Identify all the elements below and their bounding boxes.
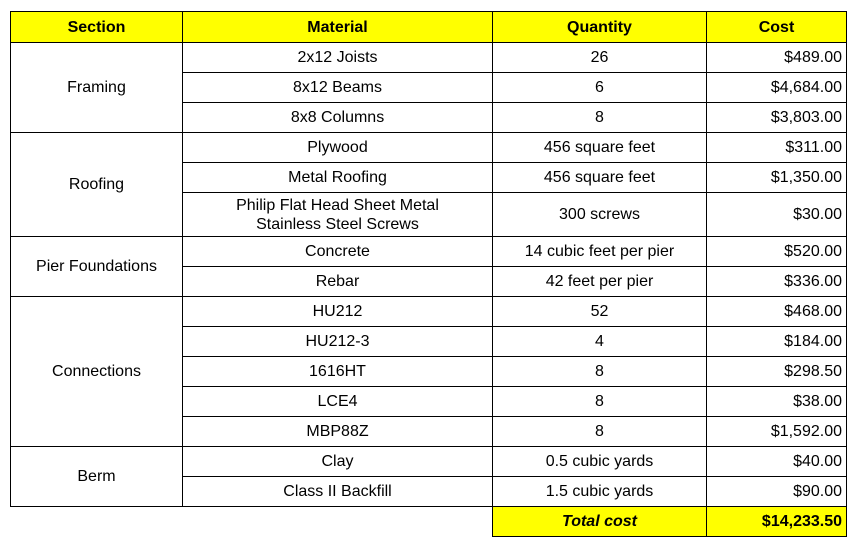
quantity-cell: 8 xyxy=(493,357,707,387)
blank-cell xyxy=(11,507,183,537)
cost-cell: $3,803.00 xyxy=(707,103,847,133)
material-cell: HU212 xyxy=(183,297,493,327)
quantity-cell: 456 square feet xyxy=(493,163,707,193)
blank-cell xyxy=(183,507,493,537)
material-cell: Rebar xyxy=(183,267,493,297)
cost-cell: $298.50 xyxy=(707,357,847,387)
cost-cell: $520.00 xyxy=(707,237,847,267)
material-cell: HU212-3 xyxy=(183,327,493,357)
material-cell: Metal Roofing xyxy=(183,163,493,193)
material-cell: MBP88Z xyxy=(183,417,493,447)
table-row xyxy=(11,133,847,163)
cost-table xyxy=(10,11,847,537)
cost-cell: $184.00 xyxy=(707,327,847,357)
section-cell-connections: Connections xyxy=(11,297,183,447)
quantity-cell: 26 xyxy=(493,43,707,73)
quantity-cell: 456 square feet xyxy=(493,133,707,163)
quantity-cell: 8 xyxy=(493,103,707,133)
cost-cell: $1,592.00 xyxy=(707,417,847,447)
cost-cell: $38.00 xyxy=(707,387,847,417)
header-cost: Cost xyxy=(707,12,847,43)
material-cell: Plywood xyxy=(183,133,493,163)
quantity-cell: 8 xyxy=(493,417,707,447)
material-cell: Class II Backfill xyxy=(183,477,493,507)
cost-cell: $40.00 xyxy=(707,447,847,477)
quantity-cell: 14 cubic feet per pier xyxy=(493,237,707,267)
section-cell-roofing: Roofing xyxy=(11,133,183,237)
cost-cell: $90.00 xyxy=(707,477,847,507)
material-line: Philip Flat Head Sheet Metal xyxy=(236,196,439,214)
material-cell: 1616HT xyxy=(183,357,493,387)
cost-cell: $311.00 xyxy=(707,133,847,163)
quantity-cell: 4 xyxy=(493,327,707,357)
cost-cell: $489.00 xyxy=(707,43,847,73)
total-label: Total cost xyxy=(493,507,707,537)
cost-cell: $468.00 xyxy=(707,297,847,327)
total-row xyxy=(11,507,847,537)
material-line: Stainless Steel Screws xyxy=(256,215,419,233)
header-section: Section xyxy=(11,12,183,43)
total-value: $14,233.50 xyxy=(707,507,847,537)
header-material: Material xyxy=(183,12,493,43)
quantity-cell: 42 feet per pier xyxy=(493,267,707,297)
material-cell: Clay xyxy=(183,447,493,477)
table-row xyxy=(11,43,847,73)
quantity-cell: 300 screws xyxy=(493,193,707,237)
quantity-cell: 52 xyxy=(493,297,707,327)
material-cell xyxy=(183,193,493,237)
table-row xyxy=(11,447,847,477)
material-cell: 8x8 Columns xyxy=(183,103,493,133)
material-cell: 2x12 Joists xyxy=(183,43,493,73)
material-cell: 8x12 Beams xyxy=(183,73,493,103)
cost-cell: $30.00 xyxy=(707,193,847,237)
section-cell-berm: Berm xyxy=(11,447,183,507)
header-quantity: Quantity xyxy=(493,12,707,43)
material-cell: LCE4 xyxy=(183,387,493,417)
table-row xyxy=(11,237,847,267)
quantity-cell: 6 xyxy=(493,73,707,103)
cost-cell: $336.00 xyxy=(707,267,847,297)
section-cell-pier-foundations: Pier Foundations xyxy=(11,237,183,297)
quantity-cell: 8 xyxy=(493,387,707,417)
table-row xyxy=(11,297,847,327)
cost-cell: $1,350.00 xyxy=(707,163,847,193)
quantity-cell: 0.5 cubic yards xyxy=(493,447,707,477)
quantity-cell: 1.5 cubic yards xyxy=(493,477,707,507)
header-row xyxy=(11,12,847,43)
section-cell-framing: Framing xyxy=(11,43,183,133)
material-cell: Concrete xyxy=(183,237,493,267)
cost-cell: $4,684.00 xyxy=(707,73,847,103)
cost-table-container xyxy=(10,11,847,537)
